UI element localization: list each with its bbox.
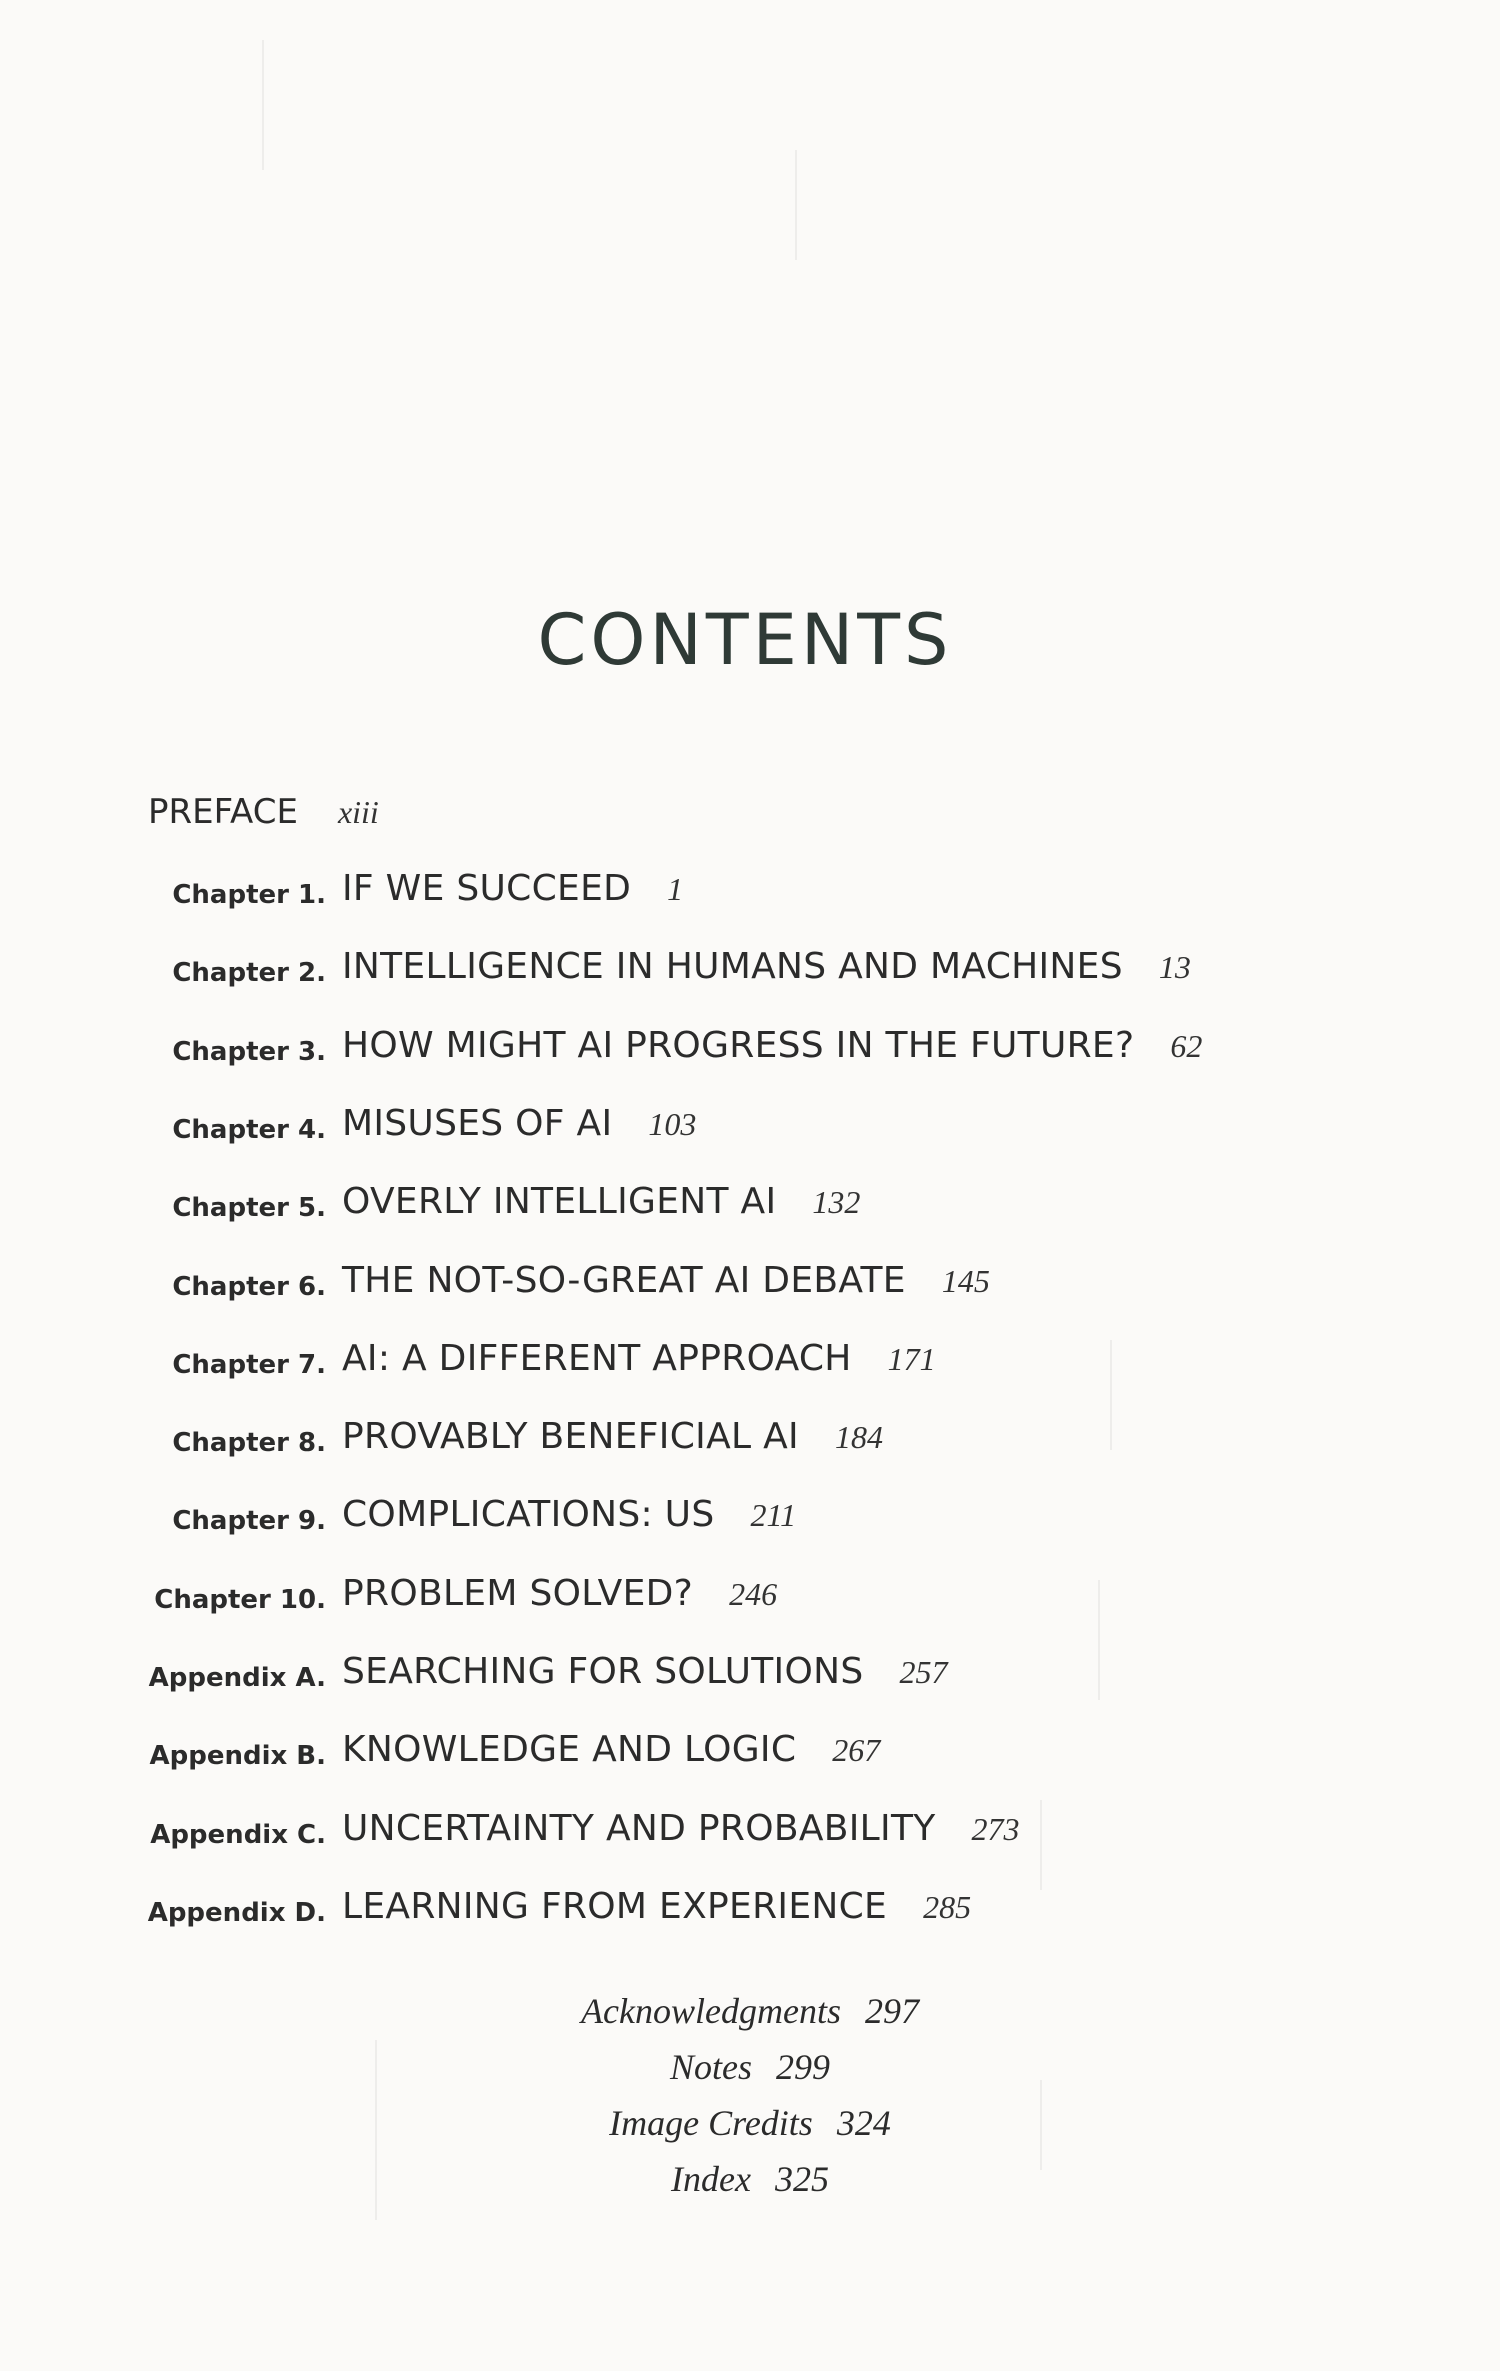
toc-entry-prefix: Chapter 5. [172, 1193, 326, 1224]
toc-entry-page-number: 267 [832, 1732, 881, 1769]
scan-artifact [1098, 1580, 1100, 1700]
toc-entry-page-number: 273 [971, 1810, 1020, 1847]
back-matter-label: Notes [669, 2047, 752, 2087]
toc-entry-title: SEARCHING FOR SOLUTIONS [342, 1651, 864, 1692]
toc-entry-body [342, 1808, 1020, 1849]
toc-entry-page-number: 171 [887, 1340, 936, 1377]
scan-artifact [795, 150, 797, 260]
toc-entry-page-number: 257 [899, 1654, 948, 1690]
toc-entry-body [342, 1260, 990, 1301]
toc-entry-body [342, 1025, 1202, 1066]
toc-entry-prefix: Chapter 6. [172, 1271, 326, 1302]
toc-entry-title: THE NOT-SO-GREAT AI DEBATE [342, 1259, 906, 1301]
back-matter-page-number: 325 [774, 2159, 829, 2199]
toc-entry-title: IF WE SUCCEED [342, 868, 632, 909]
toc-entry-body [342, 1338, 936, 1379]
toc-entry-title: AI: A DIFFERENT APPROACH [342, 1337, 852, 1379]
toc-entry-title: PROBLEM SOLVED? [342, 1572, 694, 1614]
toc-entry-prefix: Chapter 8. [172, 1428, 326, 1459]
back-matter-label: Acknowledgments [581, 1991, 841, 2031]
back-matter-item [0, 1990, 1500, 2046]
toc-entry-prefix: Chapter 4. [172, 1114, 326, 1145]
toc-entry-title: PROVABLY BENEFICIAL AI [342, 1416, 799, 1458]
toc-entry-prefix: Chapter 3. [172, 1036, 326, 1067]
toc-entry-body [342, 1494, 796, 1535]
back-matter-page-number: 324 [836, 2103, 891, 2143]
toc-entry-page-number: 62 [1170, 1027, 1203, 1064]
toc-entry-body [342, 946, 1191, 987]
toc-entry-prefix: Chapter 1. [172, 880, 326, 910]
toc-entry-prefix: Chapter 2. [172, 958, 326, 989]
toc-entry-body [342, 1416, 883, 1457]
toc-entry-body [342, 1181, 860, 1222]
toc-entry-page-number: 184 [834, 1419, 883, 1456]
toc-entry-prefix: Chapter 7. [172, 1349, 326, 1380]
toc-entry-page-number: 13 [1158, 949, 1191, 986]
toc-entry-page-number: 145 [941, 1262, 990, 1299]
preface-page-number: xiii [337, 794, 379, 830]
toc-preface [148, 792, 379, 832]
toc-entry-title: HOW MIGHT AI PROGRESS IN THE FUTURE? [342, 1024, 1135, 1066]
toc-entry-page-number: 246 [729, 1575, 778, 1612]
toc-entry-prefix: Chapter 9. [172, 1506, 326, 1537]
back-matter-item [0, 2158, 1500, 2214]
scan-artifact [1110, 1340, 1112, 1450]
toc-entry-body [342, 1886, 971, 1927]
toc-entry-body [342, 1573, 777, 1614]
back-matter-page-number: 299 [776, 2047, 830, 2087]
back-matter-list [0, 1990, 1500, 2214]
toc-entry-page-number: 103 [648, 1105, 697, 1142]
toc-entry-page-number: 1 [667, 871, 684, 907]
back-matter-label: Index [671, 2159, 751, 2199]
toc-entry-body [342, 1729, 880, 1770]
back-matter-page-number: 297 [864, 1991, 919, 2031]
toc-entry-prefix: Chapter 10. [154, 1584, 326, 1615]
back-matter-label: Image Credits [609, 2103, 813, 2143]
toc-entry-page-number: 211 [750, 1497, 797, 1534]
page-title: CONTENTS [537, 598, 953, 681]
toc-entry-title: COMPLICATIONS: US [342, 1494, 715, 1536]
toc-entry-prefix: Appendix B. [149, 1741, 326, 1772]
toc-entry-body [342, 1103, 696, 1144]
scan-artifact [262, 40, 264, 170]
toc-entry-title: INTELLIGENCE IN HUMANS AND MACHINES [342, 946, 1123, 988]
toc-entry-title: UNCERTAINTY AND PROBABILITY [342, 1807, 936, 1849]
scan-artifact [1040, 1800, 1042, 1890]
toc-entry-title: KNOWLEDGE AND LOGIC [342, 1729, 797, 1771]
preface-label: PREFACE [148, 792, 298, 832]
toc-entry-page-number: 132 [812, 1184, 861, 1221]
back-matter-item [0, 2102, 1500, 2158]
toc-entry-body [342, 1651, 947, 1692]
toc-entry-prefix: Appendix A. [148, 1663, 326, 1693]
toc-entry-title: OVERLY INTELLIGENT AI [342, 1181, 777, 1223]
toc-entry-title: LEARNING FROM EXPERIENCE [342, 1885, 888, 1927]
back-matter-item [0, 2046, 1500, 2102]
toc-entry-prefix: Appendix C. [150, 1819, 326, 1850]
toc-entry-body [342, 868, 683, 909]
toc-entry-prefix: Appendix D. [147, 1897, 326, 1928]
toc-entry-title: MISUSES OF AI [342, 1102, 613, 1144]
toc-entry-page-number: 285 [923, 1888, 972, 1925]
